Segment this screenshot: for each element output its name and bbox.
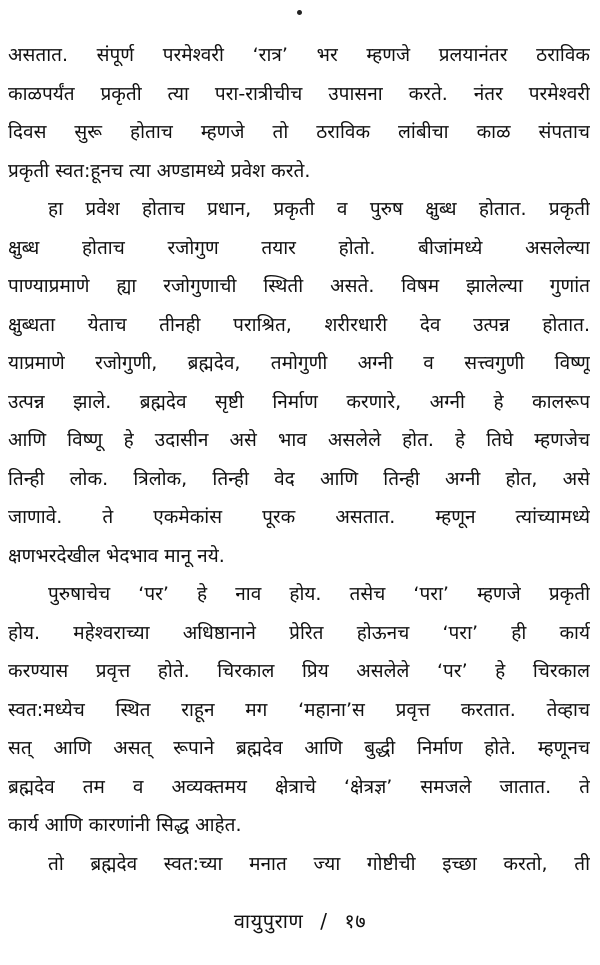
- text-line: होय. महेश्वराच्या अधिष्ठानाने प्रेरित होऊनच ‘परा’ ही कार्य: [8, 621, 590, 644]
- text-line: दिवस सुरू होताच म्हणजे तो ठराविक लांबीचा काळ संपताच: [8, 121, 590, 143]
- footer-separator: /: [320, 909, 328, 933]
- running-title: वायुपुराण: [233, 909, 304, 933]
- text-line: हा प्रवेश होताच प्रधान, प्रकृती व पुरुष क्षुब्ध होतात. प्रकृती: [48, 198, 590, 220]
- text-line: पाण्याप्रमाणे ह्या रजोगुणाची स्थिती असते. विषम झालेल्या गुणांत: [8, 275, 590, 297]
- text-line: उत्पन्न झाले. ब्रह्मदेव सृष्टी निर्माण करणारे, अग्नी हे कालरूप: [8, 390, 590, 413]
- text-line: ब्रह्मदेव तम व अव्यक्तमय क्षेत्राचे ‘क्षेत्रज्ञ’ समजले जातात. ते: [8, 775, 590, 798]
- text-line: जाणावे. ते एकमेकांस पूरक असतात. म्हणून त्यांच्यामध्ये: [8, 506, 590, 528]
- text-line: कार्य आणि कारणांनी सिद्ध आहेत.: [8, 814, 242, 836]
- text-line: असतात. संपूर्ण परमेश्वरी ‘रात्र’ भर म्हणजे प्रलयानंतर ठराविक: [8, 44, 590, 66]
- text-line: आणि विष्णू हे उदासीन असे भाव असलेले होत. हे तिघे म्हणजेच: [8, 429, 590, 451]
- page-dot-mark: [297, 10, 302, 15]
- text-line: क्षुब्ध होताच रजोगुण तयार होतो. बीजांमध्ये असलेल्या: [8, 236, 590, 259]
- text-line: याप्रमाणे रजोगुणी, ब्रह्मदेव, तमोगुणी अग्नी व सत्त्वगुणी विष्णू: [8, 352, 590, 374]
- paragraph: [8, 845, 590, 884]
- text-line: करण्यास प्रवृत्त होते. चिरकाल प्रिय असलेले ‘पर’ हे चिरकाल: [8, 660, 590, 682]
- page-number: १७: [344, 909, 367, 933]
- text-line: तो ब्रह्मदेव स्वत:च्या मनात ज्या गोष्टीची इच्छा करतो, ती: [48, 852, 590, 875]
- paragraph: [8, 190, 590, 575]
- text-line: सत् आणि असत् रूपाने ब्रह्मदेव आणि बुद्धी निर्माण होते. म्हणूनच: [8, 737, 590, 759]
- text-line: क्षुब्धता येताच तीनही पराश्रित, शरीरधारी देव उत्पन्न होतात.: [8, 313, 590, 336]
- body-text: [8, 36, 590, 883]
- text-line: तिन्ही लोक. त्रिलोक, तिन्ही वेद आणि तिन्ही अग्नी होत, असे: [8, 467, 590, 490]
- text-line: क्षणभरदेखील भेदभाव मानू नये.: [8, 544, 225, 567]
- text-line: काळपर्यंत प्रकृती त्या परा-रात्रीचीच उपासना करते. नंतर परमेश्वरी: [8, 82, 590, 105]
- text-line: प्रकृती स्वत:हूनच त्या अण्डामध्ये प्रवेश करते.: [8, 159, 311, 182]
- text-line: स्वत:मध्येच स्थित राहून मग ‘महाना’स प्रवृत्त करतात. तेव्हाच: [8, 698, 590, 721]
- paragraph: [8, 36, 590, 190]
- text-line: पुरुषाचेच ‘पर’ हे नाव होय. तसेच ‘परा’ म्हणजे प्रकृती: [48, 583, 590, 605]
- paragraph: [8, 575, 590, 845]
- page-footer: [0, 906, 600, 936]
